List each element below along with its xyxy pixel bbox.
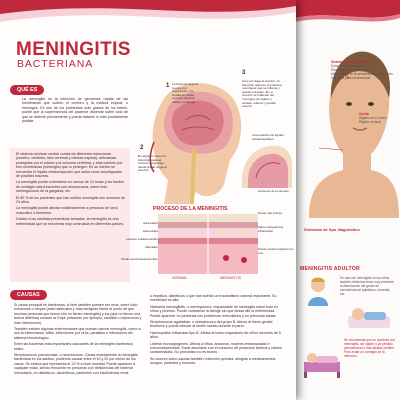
causa-item: Si causa principal es bacteriana, si bien también pueden ser virus, sobre todo enfuenzas o herpes (más habituales y más benignas frente al punto de que muchas personas que tienen ello no tienen meningitis) y los (que no tienen una buena defensa) crearán la Gripe (infección por ejemplo, cándida o criptococos y más infecciones). xyxy=(14,303,142,325)
back-wave-decoration xyxy=(287,0,400,34)
child-illustration xyxy=(302,276,340,306)
normal-caption: NORMAL xyxy=(172,276,188,280)
meningitis-caption: MENINGITIS xyxy=(220,276,241,280)
process-label: Hueso del cráneo xyxy=(258,211,283,215)
side-label: Aumento de la presión xyxy=(258,189,289,193)
causas-column-2 xyxy=(150,294,284,366)
que-es-paragraph: La meningitis es la infección de gérmenes rápida de las membranas que cubren el cerebro y la médula espinal, o meninges. Es uno de los problemas más graves de los bebés, puede que la supervivencia del paciente depende sobre todo de que se detecte precozmente y pueda tratarse lo más prontamente posible. xyxy=(22,97,128,124)
neck-heading: Cuello xyxy=(359,112,369,116)
causas-column-1 xyxy=(14,303,142,375)
causa-item: Streptococcus agalactiae, o estreptococo del grupo B. Afecta al tracto genital femenino y puede infectar al recién nacido durante el parto. xyxy=(150,320,273,329)
causa-item: Streptococcus pneumoniae, o neumococos. Causa exactamente la meningitis bacteriana en los adultos, pudiendo causar entre el 10 y 20 por ciento de los casos. Se estima que representa el 13 % a nivel mundial. Puede aparecer a cualquier edad, siendo frecuente en personas con deficiencias del sistema inmunitario, en diabéticos, alcohólicos, pacientes con insuficiencia renal. xyxy=(14,353,138,375)
process-label: aracnoides xyxy=(142,229,158,233)
bullet-item: La meningitis puede afectar indistintamente a personas de sexo masculino o femenino. xyxy=(16,206,118,215)
bullet-item: Debido a las medidas preventivas tomadas, la meningitis es una enfermedad que se encuentra muy controlada en diferentes países. xyxy=(16,217,124,226)
section-heading-causas: CAUSAS xyxy=(10,290,47,300)
causa-item: Se ocurren como causas también: infección química, alergias a medicamentos, hongos, parásitos y tumores. xyxy=(150,356,277,366)
back-caption-1: En caso de meningitis en los niños, también debemos tener muy presente la disminución del grado de consciencia de quietismo, necesita, etc. xyxy=(340,276,394,296)
step-text-3: Una vez llega al cerebro, la infección ataca la membrana meningeal que se inflama y queda el líquido. En el cerebro se inflaman las meninges de tejidos y células, edema y posible muerte. xyxy=(242,79,282,109)
neck-item: Rigidez en el cuello xyxy=(359,116,387,120)
meninges-cross-section xyxy=(158,214,258,274)
causa-item: Neisseria meningitidis, o meningococo, responsable de meningitis sobre todo en niños y jóvenes. Puede contraerse la faringe sin que desarrolle la enfermedad. Puede aparecer en personas con problemas inmunitarios y en personas sanas. xyxy=(150,304,279,318)
side-label: Acumulación de líquido cefalorraquídeo xyxy=(252,133,284,141)
bullet-item: El sistema nervioso central consta de diferentes estructuras (cerebro, cerebelo, tallo cerebral y médula espinal), articuladas protegidas por el cráneo y la columna vertebral, y está cubierto por tres membranas (meninges) que lo protegen. En su interior se encuentra el líquido cefalorraquídeo que actúa como amortiguador de posibles traumas. xyxy=(16,152,123,179)
process-label: espacio subaracnoideo xyxy=(126,237,158,241)
causa-item: Listeria monocytogenes. Afecta a niños, ancianos, mujeres embarazadas e inmunodeprimidos. Suele asociarse con el consumo de productos lácteos y carnes contaminados. Su pronóstico no es bueno. xyxy=(150,341,282,355)
causa-item: Haemophilus influenzae tipo B. Afecta al tracto respiratorio de niños menores de 5 años. xyxy=(150,330,281,340)
note-item: Dificultad para movimientos xyxy=(331,76,371,80)
process-label: Fluido cerebroespinal con pus xyxy=(258,247,294,255)
step-number-2: 2 xyxy=(140,145,144,151)
step-number-1: 1 xyxy=(166,83,170,89)
process-label: Vasos sanguíneos inflamados xyxy=(258,225,284,233)
step-number-3: 3 xyxy=(242,70,246,76)
sick-child-illustration xyxy=(344,302,394,332)
neck-notes xyxy=(359,112,399,124)
process-label: duramadre xyxy=(143,221,158,225)
step-text-1: La bacteria llega al cuerpo por respiración y se instala en áreas como la mucosa nasal y la laringe. xyxy=(172,82,198,104)
bed-illustration xyxy=(302,340,342,380)
bullet-item: La meningitis puede extenderse en menos de 24 horas y los bordes de contagio más frecuentes son neumococos, sobre todo, meningococos de Ia garganta, etc. xyxy=(16,180,125,194)
causa-item: o hepática, diabéticos o que han sufrido un traumatismo craneal importante. Su mortalidad es alta. xyxy=(150,294,277,303)
neck-item: Rigidez vertical xyxy=(359,120,381,124)
note-heading: Sistema nervioso central xyxy=(331,60,369,64)
back-title: MENINGITIS ADULTOR xyxy=(300,266,360,272)
que-es-bullets xyxy=(16,152,126,226)
note-item: Alteraciones de la sensibilidad y percepción xyxy=(331,72,393,76)
skull-detail-illustration xyxy=(238,140,292,188)
process-label: piamadre xyxy=(145,245,158,249)
bullet-item: El 80 % de los pacientes que han sufrido meningitis son menores de 24 años. xyxy=(16,195,126,205)
process-heading: PROCESO DE LA MENINGITIS xyxy=(153,206,228,212)
step-text-2: En algunos casos la infección pasa al torrente sanguíneo desde donde llega al cerebro. xyxy=(138,154,167,173)
note-item: Dolor de cabeza severo xyxy=(331,64,365,68)
back-notes xyxy=(331,60,395,80)
note-item: Elevación del pulso mental xyxy=(331,68,369,72)
back-caption-2: Se recomienda que un paciente con meningitis, sin rigidez y ya perdido, permanezca lo más aislado posible. Para evitar un contagio de la infección. xyxy=(344,338,396,358)
page-subtitle: BACTERIANA xyxy=(17,58,94,70)
page-title: MENINGITIS xyxy=(16,39,131,60)
back-subheading: Síntomas de tipo diagnóstico xyxy=(304,227,360,232)
causa-item: También existen algunas enfermedades que pueden causar meningitis, como lo son la tuberculosis, sífilis, infecciones por virus, parásitos e infecciones del sistema inmunológico. xyxy=(14,327,142,340)
top-wave-decoration xyxy=(0,0,296,40)
causa-item: Entre las bacterias más importantes causantes de la meningitis bacteriana están: xyxy=(14,342,133,351)
process-label: Fluido cerebroespinal claro xyxy=(120,257,158,261)
section-heading-que-es: QUÉ ES xyxy=(10,85,44,95)
